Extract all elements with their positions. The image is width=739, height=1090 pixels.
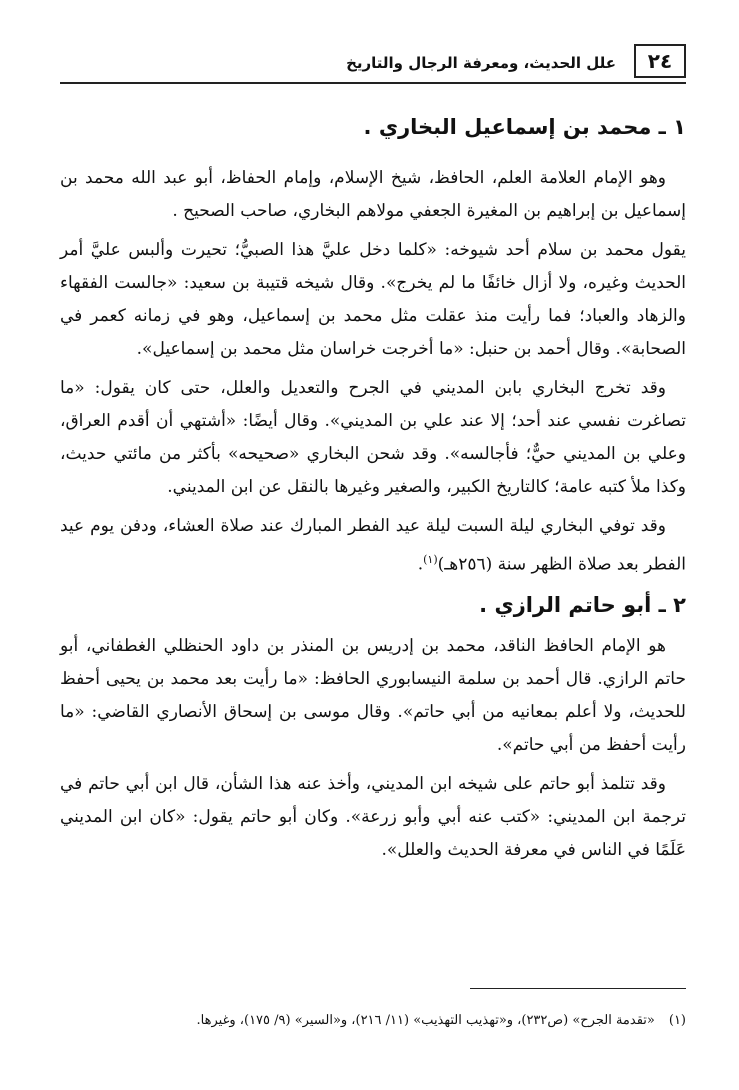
paragraph-text: وقد توفي البخاري ليلة السبت ليلة عيد الفطر المبارك عند صلاة العشاء، ودفن يوم عيد الفطر بعد صلاة الظهر سنة (٢٥٦هـ) bbox=[60, 516, 686, 575]
paragraph-text: وقد تخرج البخاري بابن المديني في الجرح والتعديل والعلل، حتى كان يقول: «ما تصاغرت نفسي عند أحد؛ إلا عند علي بن المديني». وقال أيضًا: «أشتهي أن أقدم العراق، وعلي بن المديني حيٌّ؛ فأجالسه». وقد شحن البخاري «صحيحه» بأكثر من مائتي حديث، وكذا ملأ كتبه عامة؛ كالتاريخ الكبير، والصغير وغيرها بالنقل عن ابن المديني. bbox=[60, 378, 686, 497]
footnote-divider bbox=[470, 988, 686, 989]
paragraph-text: وقد تتلمذ أبو حاتم على شيخه ابن المديني، وأخذ عنه هذا الشأن، قال ابن أبي حاتم في ترجمة ابن المديني: «كتب عنه أبي وأبو زرعة». وكان أبو حاتم يقول: «كان ابن المديني عَلَمًا في الناس في معرفة الحديث والعلل». bbox=[60, 773, 686, 860]
footnote-number: (١) bbox=[668, 1013, 686, 1028]
paragraph-text: يقول محمد بن سلام أحد شيوخه: «كلما دخل عليَّ هذا الصبيُّ؛ تحيرت وألبس عليَّ أمر الحديث وغيره، ولا أزال خائفًا ما لم يخرج». وقال شيخه قتيبة بن سعيد: «جالست الفقهاء والزهاد والعباد؛ فما رأيت منذ عقلت مثل محمد بن إسماعيل، وهو في زمانه كعمر في الصحابة». وقال أحمد بن حنبل: «ما أخرجت خراسان مثل محمد بن إسماعيل». bbox=[60, 240, 686, 359]
running-title: علل الحديث، ومعرفة الرجال والتاريخ bbox=[346, 54, 616, 72]
section-heading-abu-hatim: ٢ ـ أبو حاتم الرازي . bbox=[479, 592, 686, 617]
section-heading-bukhari: ١ ـ محمد بن إسماعيل البخاري . bbox=[363, 115, 686, 139]
page-body bbox=[60, 110, 686, 873]
paragraph bbox=[60, 234, 686, 366]
paragraph bbox=[60, 768, 686, 867]
page-number: ٢٤ bbox=[634, 44, 686, 78]
paragraph-text: وهو الإمام العلامة العلم، الحافظ، شيخ الإسلام، وإمام الحفاظ، أبو عبد الله محمد بن إسماعيل بن إبراهيم بن المغيرة الجعفي مولاهم البخاري، صاحب الصحيح . bbox=[60, 168, 686, 221]
footnote bbox=[60, 1010, 686, 1032]
paragraph bbox=[60, 372, 686, 504]
footnote-ref[interactable]: (١) bbox=[423, 553, 438, 566]
paragraph-text: هو الإمام الحافظ الناقد، محمد بن إدريس بن المنذر بن داود الحنظلي الغطفاني، أبو حاتم الرازي. قال أحمد بن سلمة النيسابوري الحافظ: «ما رأيت بعد محمد بن يحيى أحفظ للحديث، ولا أعلم بمعانيه من أبي حاتم». وقال موسى بن إسحاق الأنصاري القاضي: «ما رأيت أحفظ من أبي حاتم». bbox=[60, 635, 686, 755]
footnote-text: «تقدمة الجرح» (ص٢٣٢)، و«تهذيب التهذيب» (١١/ ٢١٦)، و«السير» (٩/ ١٧٥)، وغيرها. bbox=[196, 1013, 655, 1028]
paragraph bbox=[60, 510, 686, 582]
paragraph bbox=[60, 162, 686, 228]
paragraph-end: . bbox=[417, 554, 424, 575]
paragraph bbox=[60, 630, 686, 762]
page-header bbox=[60, 44, 686, 84]
